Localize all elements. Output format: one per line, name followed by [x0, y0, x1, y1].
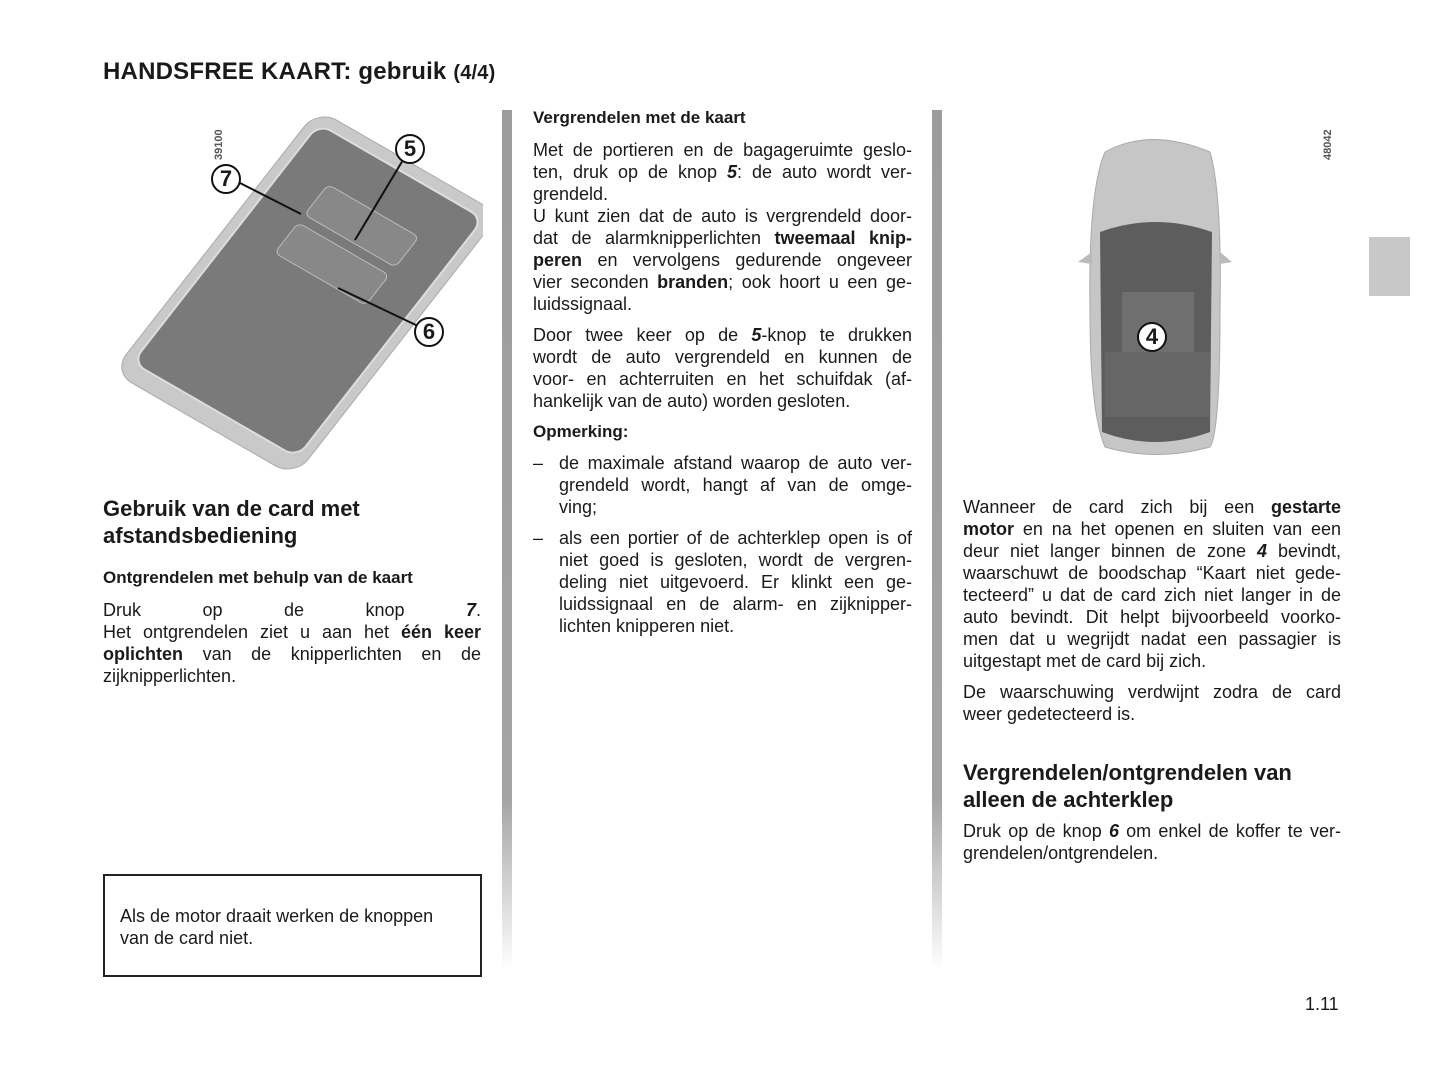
text-segment: zijknipperlichten.: [103, 666, 237, 686]
chapter-tab: [1369, 237, 1410, 296]
text-line: [533, 293, 912, 315]
page-number: 1.11: [1305, 994, 1339, 1014]
text-line: [533, 324, 912, 346]
page-title: [103, 58, 495, 86]
subheading: Ontgrendelen met behulp van de kaart: [103, 568, 413, 587]
text-segment: -knop te drukken: [761, 325, 912, 345]
text-segment: niet goed is gesloten, wordt de vergren-: [559, 550, 912, 570]
callout-7: 7: [211, 164, 241, 194]
text-segment: grendeld wordt, hangt af van de omge-: [559, 475, 912, 495]
text-line: [559, 593, 912, 615]
text-segment: Druk op de knop: [963, 821, 1109, 841]
text-segment: tecteerd” u dat de card zich niet langer in de: [963, 585, 1341, 605]
text-segment: voor- en achterruiten en het schuifdak (af-: [533, 369, 912, 389]
note-line: Als de motor draait werken de knoppen: [120, 906, 434, 926]
paragraph: [963, 681, 1341, 725]
text-segment: grendelen/ontgrendelen.: [963, 843, 1159, 863]
text-line: [533, 139, 912, 161]
text-segment: lichten knipperen niet.: [559, 616, 735, 636]
paragraph: [963, 496, 1341, 672]
emphasis-text: 5: [727, 162, 738, 182]
paragraph: [103, 599, 481, 687]
paragraph: [963, 820, 1341, 864]
section-heading: [963, 759, 1341, 813]
text-line: [963, 540, 1341, 562]
text-segment: Door twee keer op de: [533, 325, 752, 345]
text-line: [963, 650, 1341, 672]
callout-4: 4: [1137, 322, 1167, 352]
text-line: [103, 665, 481, 687]
figure-ref-number: 39100: [213, 129, 225, 160]
emphasis-text: 6: [1108, 821, 1119, 841]
emphasis-text: 7: [465, 600, 476, 620]
text-segment: en vervolgens gedurende ongeveer: [582, 250, 912, 270]
text-segment: als een portier of de achterklep open is of: [559, 528, 912, 548]
text-line: [963, 681, 1341, 703]
emphasis-text: één keer: [400, 622, 482, 642]
text-line: [103, 643, 481, 665]
text-segment: uitgestapt met de card bij zich.: [963, 651, 1207, 671]
callout-5: 5: [395, 134, 425, 164]
section-heading: [103, 495, 481, 549]
text-segment: bevindt,: [1266, 541, 1341, 561]
emphasis-text: peren: [533, 250, 583, 270]
text-line: [533, 161, 912, 183]
text-line: [963, 606, 1341, 628]
text-segment: Druk op de knop: [103, 600, 466, 620]
text-line: [559, 527, 912, 549]
text-segment: en na het openen en sluiten van een: [1014, 519, 1341, 539]
text-segment: de maximale afstand waarop de auto ver-: [559, 453, 912, 473]
text-line: [103, 599, 481, 621]
text-line: [533, 271, 912, 293]
text-segment: men dat u wegrijdt nadat een passagier is: [963, 629, 1341, 649]
list-item: [533, 452, 912, 518]
text-segment: vier seconden: [533, 272, 658, 292]
text-segment: ving;: [559, 497, 598, 517]
text-segment: luidssignaal en de alarm- en zijknipper-: [559, 594, 912, 614]
list-item: [533, 527, 912, 637]
dash-bullet: –: [533, 453, 544, 473]
text-line: [963, 842, 1341, 864]
text-segment: van de knipperlichten en de: [183, 644, 481, 664]
emphasis-text: gestarte: [1270, 497, 1341, 517]
figure-ref-number: 48042: [1322, 129, 1334, 160]
text-segment: luidssignaal.: [533, 294, 633, 314]
heading-line: Vergrendelen/ontgrendelen van: [963, 760, 1292, 785]
text-line: [963, 562, 1341, 584]
text-line: [103, 621, 481, 643]
remark-label: Opmerking:: [533, 422, 629, 441]
column-divider: [932, 110, 942, 970]
text-line: [559, 496, 912, 518]
list-text: [559, 527, 912, 637]
right-column: [963, 496, 1341, 873]
text-segment: deur niet langer binnen de zone: [963, 541, 1257, 561]
text-segment: Het ontgrendelen ziet u aan het: [103, 622, 401, 642]
title-part: (4/4): [453, 62, 496, 84]
text-segment: : de auto wordt ver-: [737, 162, 912, 182]
left-column: [103, 495, 481, 696]
text-segment: auto bevindt. Dit helpt bijvoorbeeld voorko-: [963, 607, 1341, 627]
text-segment: deling niet uitgevoerd. Er klinkt een ge-: [559, 572, 912, 592]
text-segment: U kunt zien dat de auto is vergrendeld door-: [533, 206, 912, 226]
text-line: [533, 227, 912, 249]
text-segment: om enkel de koffer te ver-: [1118, 821, 1341, 841]
text-segment: .: [475, 600, 481, 620]
text-line: [533, 249, 912, 271]
heading-line: Gebruik van de card met: [103, 496, 360, 521]
text-line: [963, 584, 1341, 606]
paragraph: [533, 139, 912, 315]
text-segment: ; ook hoort u een ge-: [728, 272, 912, 292]
text-segment: Wanneer de card zich bij een: [963, 497, 1271, 517]
text-line: [559, 452, 912, 474]
subheading: Vergrendelen met de kaart: [533, 108, 746, 127]
text-segment: dat de alarmknipperlichten: [533, 228, 775, 248]
emphasis-text: oplichten: [103, 644, 183, 664]
text-line: [963, 703, 1341, 725]
text-line: [559, 571, 912, 593]
text-segment: hankelijk van de auto) worden gesloten.: [533, 391, 851, 411]
heading-line: alleen de achterklep: [963, 787, 1174, 812]
note-line: van de card niet.: [120, 928, 254, 948]
text-line: [559, 474, 912, 496]
text-segment: weer gedetecteerd is.: [963, 704, 1136, 724]
text-segment: waarschuwt de boodschap “Kaart niet gede-: [963, 563, 1341, 583]
emphasis-text: 5: [751, 325, 762, 345]
text-segment: De waarschuwing verdwijnt zodra de card: [963, 682, 1341, 702]
callout-6: 6: [414, 317, 444, 347]
emphasis-text: tweemaal knip-: [774, 228, 912, 248]
text-line: [533, 390, 912, 412]
car-illustration: [1060, 112, 1350, 472]
emphasis-text: 4: [1256, 541, 1267, 561]
text-segment: grendeld.: [533, 184, 609, 204]
emphasis-text: branden: [657, 272, 729, 292]
note-box: [103, 874, 482, 977]
text-line: [533, 205, 912, 227]
middle-column: [533, 107, 912, 646]
text-line: [533, 346, 912, 368]
text-line: [559, 549, 912, 571]
text-line: [559, 615, 912, 637]
text-line: [963, 518, 1341, 540]
heading-line: afstandsbediening: [103, 523, 298, 548]
text-segment: ten, druk op de knop: [533, 162, 727, 182]
text-segment: wordt de auto vergrendeld en kunnen de: [533, 347, 912, 367]
column-divider: [502, 110, 512, 970]
text-line: [533, 183, 912, 205]
text-line: [963, 820, 1341, 842]
dash-bullet: –: [533, 528, 544, 548]
list-text: [559, 452, 912, 518]
title-main: HANDSFREE KAART: gebruik: [103, 58, 454, 85]
text-line: [963, 496, 1341, 518]
card-illustration: [103, 112, 483, 477]
text-line: [963, 628, 1341, 650]
text-segment: Met de portieren en de bagageruimte geslo-: [533, 140, 912, 160]
text-line: [533, 368, 912, 390]
emphasis-text: motor: [963, 519, 1014, 539]
paragraph: [533, 324, 912, 412]
